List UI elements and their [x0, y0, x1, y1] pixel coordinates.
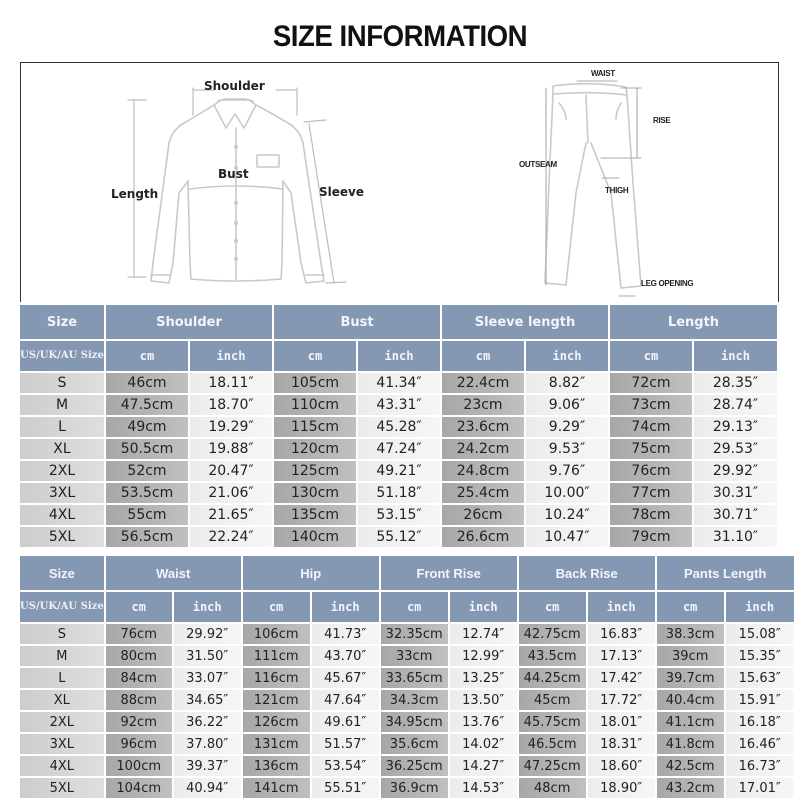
front-rise-cm-cell: 33cm [381, 646, 448, 666]
shirt-group-header-row [20, 305, 777, 339]
sleeve-inch-cell: 9.29″ [526, 417, 608, 437]
front-rise-inch-cell: 13.76″ [450, 712, 517, 732]
size-cell: S [20, 624, 104, 644]
bust-cm-cell: 110cm [274, 395, 356, 415]
page-title: SIZE INFORMATION [272, 20, 528, 53]
length-header: Length [610, 305, 777, 339]
length-cm-cell: 78cm [610, 505, 692, 525]
back-rise-inch-cell: 16.83″ [588, 624, 655, 644]
size-cell: XL [20, 439, 104, 459]
unit-cm-header: cm [106, 341, 188, 371]
sleeve-inch-cell: 10.00″ [526, 483, 608, 503]
front-rise-inch-cell: 14.27″ [450, 756, 517, 776]
waist-inch-cell: 40.94″ [174, 778, 241, 798]
unit-cm-header: cm [657, 592, 724, 622]
front-rise-inch-cell: 12.74″ [450, 624, 517, 644]
length-cm-cell: 72cm [610, 373, 692, 393]
unit-inch-header: inch [726, 592, 794, 622]
length-inch-cell: 30.71″ [694, 505, 777, 525]
back-rise-inch-cell: 17.42″ [588, 668, 655, 688]
sleeve-cm-cell: 23cm [442, 395, 524, 415]
bust-cm-cell: 130cm [274, 483, 356, 503]
shoulder-cm-cell: 55cm [106, 505, 188, 525]
shoulder-cm-cell: 56.5cm [106, 527, 188, 547]
table-row [20, 646, 794, 666]
back-rise-cm-cell: 45cm [519, 690, 586, 710]
hip-inch-cell: 51.57″ [312, 734, 379, 754]
sleeve-inch-cell: 9.53″ [526, 439, 608, 459]
length-cm-cell: 75cm [610, 439, 692, 459]
shoulder-cm-cell: 46cm [106, 373, 188, 393]
unit-cm-header: cm [381, 592, 448, 622]
table-row [20, 527, 777, 547]
back-rise-inch-cell: 17.72″ [588, 690, 655, 710]
back-rise-cm-cell: 43.5cm [519, 646, 586, 666]
shoulder-inch-cell: 18.11″ [190, 373, 272, 393]
pants-length-cm-cell: 43.2cm [657, 778, 724, 798]
table-row [20, 439, 777, 459]
hip-header: Hip [243, 556, 379, 590]
waist-cm-cell: 100cm [106, 756, 172, 776]
shoulder-inch-cell: 22.24″ [190, 527, 272, 547]
sleeve-inch-cell: 8.82″ [526, 373, 608, 393]
size-cell: 4XL [20, 756, 104, 776]
size-cell: L [20, 417, 104, 437]
bust-cm-cell: 105cm [274, 373, 356, 393]
shirt-table-body [20, 373, 777, 547]
pants-length-cm-cell: 41.1cm [657, 712, 724, 732]
bust-cm-cell: 125cm [274, 461, 356, 481]
table-row [20, 668, 794, 688]
front-rise-cm-cell: 35.6cm [381, 734, 448, 754]
table-row [20, 624, 794, 644]
bust-inch-cell: 51.18″ [358, 483, 440, 503]
front-rise-inch-cell: 13.50″ [450, 690, 517, 710]
sleeve-cm-cell: 25.4cm [442, 483, 524, 503]
front-rise-cm-cell: 36.25cm [381, 756, 448, 776]
shoulder-cm-cell: 49cm [106, 417, 188, 437]
back-rise-cm-cell: 42.75cm [519, 624, 586, 644]
shoulder-cm-cell: 53.5cm [106, 483, 188, 503]
length-inch-cell: 28.74″ [694, 395, 777, 415]
front-rise-cm-cell: 34.3cm [381, 690, 448, 710]
bust-inch-cell: 55.12″ [358, 527, 440, 547]
shoulder-inch-cell: 21.06″ [190, 483, 272, 503]
pants-length-inch-cell: 15.91″ [726, 690, 794, 710]
back-rise-inch-cell: 17.13″ [588, 646, 655, 666]
leg-opening-label: LEG OPENING [641, 279, 694, 288]
table-row [20, 712, 794, 732]
back-rise-inch-cell: 18.60″ [588, 756, 655, 776]
bust-inch-cell: 43.31″ [358, 395, 440, 415]
table-row [20, 734, 794, 754]
pants-group-header-row [20, 556, 794, 590]
unit-cm-header: cm [274, 341, 356, 371]
table-row [20, 373, 777, 393]
unit-cm-header: cm [519, 592, 586, 622]
thigh-label: THIGH [605, 186, 629, 195]
unit-inch-header: inch [190, 341, 272, 371]
pants-length-inch-cell: 15.63″ [726, 668, 794, 688]
back-rise-inch-cell: 18.90″ [588, 778, 655, 798]
waist-inch-cell: 29.92″ [174, 624, 241, 644]
waist-header: Waist [106, 556, 241, 590]
front-rise-cm-cell: 34.95cm [381, 712, 448, 732]
shirt-size-table [18, 303, 779, 549]
hip-cm-cell: 136cm [243, 756, 310, 776]
shoulder-cm-cell: 50.5cm [106, 439, 188, 459]
sleeve-cm-cell: 26.6cm [442, 527, 524, 547]
back-rise-cm-cell: 47.25cm [519, 756, 586, 776]
pants-length-inch-cell: 16.46″ [726, 734, 794, 754]
size-cell: 2XL [20, 461, 104, 481]
pants-length-inch-cell: 17.01″ [726, 778, 794, 798]
pants-size-table [18, 554, 796, 800]
length-inch-cell: 29.92″ [694, 461, 777, 481]
pants-unit-header-row [20, 592, 794, 622]
length-cm-cell: 73cm [610, 395, 692, 415]
table-row [20, 417, 777, 437]
hip-cm-cell: 131cm [243, 734, 310, 754]
back-rise-cm-cell: 46.5cm [519, 734, 586, 754]
garment-outline-illustration [21, 63, 780, 303]
pants-length-inch-cell: 15.35″ [726, 646, 794, 666]
length-inch-cell: 28.35″ [694, 373, 777, 393]
length-inch-cell: 30.31″ [694, 483, 777, 503]
hip-inch-cell: 55.51″ [312, 778, 379, 798]
front-rise-header: Front Rise [381, 556, 517, 590]
bust-cm-cell: 120cm [274, 439, 356, 459]
shoulder-inch-cell: 19.88″ [190, 439, 272, 459]
hip-inch-cell: 47.64″ [312, 690, 379, 710]
pants-length-cm-cell: 39cm [657, 646, 724, 666]
hip-inch-cell: 53.54″ [312, 756, 379, 776]
bust-header: Bust [274, 305, 440, 339]
size-cell: XL [20, 690, 104, 710]
unit-cm-header: cm [106, 592, 172, 622]
bust-cm-cell: 135cm [274, 505, 356, 525]
pants-length-header: Pants Length [657, 556, 794, 590]
sleeve-inch-cell: 9.06″ [526, 395, 608, 415]
pants-table-body [20, 624, 794, 798]
rise-label: RISE [653, 116, 671, 125]
front-rise-inch-cell: 12.99″ [450, 646, 517, 666]
back-rise-cm-cell: 45.75cm [519, 712, 586, 732]
measurement-diagram [20, 62, 779, 302]
length-inch-cell: 29.13″ [694, 417, 777, 437]
waist-cm-cell: 104cm [106, 778, 172, 798]
waist-cm-cell: 80cm [106, 646, 172, 666]
shoulder-label: Shoulder [204, 79, 265, 93]
length-cm-cell: 79cm [610, 527, 692, 547]
size-cell: 5XL [20, 778, 104, 798]
length-inch-cell: 29.53″ [694, 439, 777, 459]
bust-label: Bust [218, 167, 249, 181]
table-row [20, 690, 794, 710]
unit-inch-header: inch [312, 592, 379, 622]
shoulder-cm-cell: 52cm [106, 461, 188, 481]
shoulder-cm-cell: 47.5cm [106, 395, 188, 415]
front-rise-cm-cell: 32.35cm [381, 624, 448, 644]
table-row [20, 756, 794, 776]
front-rise-inch-cell: 14.53″ [450, 778, 517, 798]
length-cm-cell: 77cm [610, 483, 692, 503]
size-cell: 3XL [20, 734, 104, 754]
size-cell: 5XL [20, 527, 104, 547]
unit-inch-header: inch [358, 341, 440, 371]
region-size-header: US/UK/AU Size [20, 341, 104, 371]
hip-inch-cell: 45.67″ [312, 668, 379, 688]
shirt-outline-icon [151, 99, 324, 283]
pants-length-cm-cell: 42.5cm [657, 756, 724, 776]
unit-inch-header: inch [588, 592, 655, 622]
table-row [20, 395, 777, 415]
length-inch-cell: 31.10″ [694, 527, 777, 547]
back-rise-inch-cell: 18.31″ [588, 734, 655, 754]
shoulder-inch-cell: 18.70″ [190, 395, 272, 415]
size-header: Size [20, 556, 104, 590]
pants-length-inch-cell: 15.08″ [726, 624, 794, 644]
front-rise-cm-cell: 36.9cm [381, 778, 448, 798]
hip-cm-cell: 111cm [243, 646, 310, 666]
size-cell: 2XL [20, 712, 104, 732]
bust-inch-cell: 41.34″ [358, 373, 440, 393]
waist-cm-cell: 84cm [106, 668, 172, 688]
waist-inch-cell: 33.07″ [174, 668, 241, 688]
size-cell: S [20, 373, 104, 393]
shoulder-header: Shoulder [106, 305, 272, 339]
back-rise-cm-cell: 48cm [519, 778, 586, 798]
shirt-unit-header-row [20, 341, 777, 371]
table-row [20, 483, 777, 503]
length-label: Length [111, 187, 159, 201]
region-size-header: US/UK/AU Size [20, 592, 104, 622]
size-cell: 3XL [20, 483, 104, 503]
bust-cm-cell: 140cm [274, 527, 356, 547]
back-rise-inch-cell: 18.01″ [588, 712, 655, 732]
unit-inch-header: inch [694, 341, 777, 371]
pants-length-inch-cell: 16.18″ [726, 712, 794, 732]
table-row [20, 505, 777, 525]
waist-cm-cell: 88cm [106, 690, 172, 710]
shoulder-inch-cell: 21.65″ [190, 505, 272, 525]
waist-cm-cell: 96cm [106, 734, 172, 754]
size-cell: M [20, 395, 104, 415]
table-row [20, 778, 794, 798]
back-rise-cm-cell: 44.25cm [519, 668, 586, 688]
shoulder-inch-cell: 19.29″ [190, 417, 272, 437]
unit-cm-header: cm [243, 592, 310, 622]
size-cell: L [20, 668, 104, 688]
waist-inch-cell: 36.22″ [174, 712, 241, 732]
waist-inch-cell: 37.80″ [174, 734, 241, 754]
sleeve-label: Sleeve [319, 185, 364, 199]
unit-inch-header: inch [174, 592, 241, 622]
pants-length-cm-cell: 41.8cm [657, 734, 724, 754]
unit-inch-header: inch [450, 592, 517, 622]
size-cell: M [20, 646, 104, 666]
waist-inch-cell: 39.37″ [174, 756, 241, 776]
hip-cm-cell: 141cm [243, 778, 310, 798]
bust-inch-cell: 53.15″ [358, 505, 440, 525]
hip-cm-cell: 121cm [243, 690, 310, 710]
hip-cm-cell: 106cm [243, 624, 310, 644]
front-rise-inch-cell: 14.02″ [450, 734, 517, 754]
size-header: Size [20, 305, 104, 339]
waist-cm-cell: 92cm [106, 712, 172, 732]
length-cm-cell: 76cm [610, 461, 692, 481]
bust-cm-cell: 115cm [274, 417, 356, 437]
bust-inch-cell: 45.28″ [358, 417, 440, 437]
unit-cm-header: cm [442, 341, 524, 371]
table-row [20, 461, 777, 481]
unit-cm-header: cm [610, 341, 692, 371]
front-rise-inch-cell: 13.25″ [450, 668, 517, 688]
bust-inch-cell: 49.21″ [358, 461, 440, 481]
pants-length-cm-cell: 38.3cm [657, 624, 724, 644]
length-cm-cell: 74cm [610, 417, 692, 437]
pants-length-cm-cell: 39.7cm [657, 668, 724, 688]
sleeve-inch-cell: 10.47″ [526, 527, 608, 547]
waist-cm-cell: 76cm [106, 624, 172, 644]
waist-label: WAIST [591, 69, 615, 78]
hip-inch-cell: 43.70″ [312, 646, 379, 666]
pants-length-inch-cell: 16.73″ [726, 756, 794, 776]
sleeve-cm-cell: 24.2cm [442, 439, 524, 459]
hip-inch-cell: 41.73″ [312, 624, 379, 644]
waist-inch-cell: 31.50″ [174, 646, 241, 666]
pants-length-cm-cell: 40.4cm [657, 690, 724, 710]
hip-inch-cell: 49.61″ [312, 712, 379, 732]
unit-inch-header: inch [526, 341, 608, 371]
hip-cm-cell: 116cm [243, 668, 310, 688]
front-rise-cm-cell: 33.65cm [381, 668, 448, 688]
size-cell: 4XL [20, 505, 104, 525]
sleeve-cm-cell: 26cm [442, 505, 524, 525]
outseam-label: OUTSEAM [519, 160, 557, 169]
bust-inch-cell: 47.24″ [358, 439, 440, 459]
hip-cm-cell: 126cm [243, 712, 310, 732]
sleeve-length-header: Sleeve length [442, 305, 608, 339]
sleeve-inch-cell: 10.24″ [526, 505, 608, 525]
sleeve-cm-cell: 24.8cm [442, 461, 524, 481]
waist-inch-cell: 34.65″ [174, 690, 241, 710]
sleeve-cm-cell: 22.4cm [442, 373, 524, 393]
sleeve-inch-cell: 9.76″ [526, 461, 608, 481]
shoulder-inch-cell: 20.47″ [190, 461, 272, 481]
back-rise-header: Back Rise [519, 556, 655, 590]
sleeve-cm-cell: 23.6cm [442, 417, 524, 437]
